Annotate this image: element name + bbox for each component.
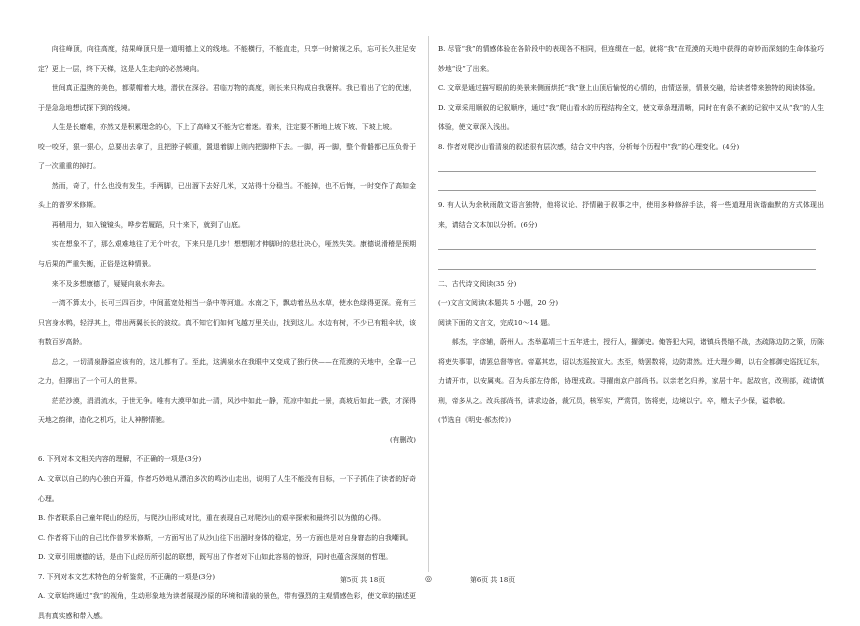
- prose-paragraph: 咬一咬牙，狠一狠心，总要出去拿了，且把脖子顿重，置退着脚上则内把脚伸下去。一脚，再一脚，整个骨骼都已压负骨于了一次重重的掉打。: [38, 142, 416, 171]
- question-9: 9. 有人认为余秋雨散文语言独特，他将议论、抒情融于叙事之中，使用多种修辞手法，将一些道理用诙谐幽默的方式体现出来，请结合文本加以分析。(6分): [438, 201, 824, 229]
- prose-paragraph: 世间真正温煦的美色，都蒙帽着大地，潜伏在深谷。君临万物的高度，则长来只构成自我褒样。我已看出了它的优速，于是急急地想试探下到的线境。: [38, 84, 416, 112]
- page-number-right: 第6页 共 18页: [470, 576, 516, 584]
- prose-paragraph: 再稍用力，如入镜镜头，哗步若履蹈，只十来下，就到了山底。: [51, 220, 245, 229]
- prose-paragraph: 然而，奇了，什么也没有发生，手两脚，已出溜下去好几米，又站得十分稳当。不能掉，也不后悔，一时变作了高如金头上的普罗米修斯。: [38, 181, 416, 210]
- answer-line[interactable]: [438, 177, 824, 197]
- prose-paragraph: 实在想象不了，那么艰难地往了无个叶衣，下来只是几步！想想刚才伸脚时的悲壮决心，哑然失笑。康德说滑稽是预期与后果的严重失衡，正俗是这种情景。: [38, 240, 416, 269]
- question-item: C. 作者将下山的自己比作普罗米修斯，一方面写出了从沙山往下出溜时身体的稳定，另一方面也是对自身窘态的自我嘲讽。: [38, 533, 413, 542]
- column-divider: [428, 36, 429, 572]
- sub-heading: (一)文言文阅读(本题共 5 小题，20 分): [438, 299, 559, 308]
- binding-hole-icon: ◎: [425, 574, 432, 583]
- prose-paragraph: 茫茫沙漠，涓涓流水，于世无争。唯有大漠甲如此一清，风沙中如此一静，荒凉中如此一景，高坡后如此一跌，才深得天地之韵律，造化之机巧，让人神醉情驰。: [38, 396, 416, 425]
- prose-paragraph: 总之，一切清泉静溢应该有的，这儿都有了。至此，这满泉水在我眼中又变成了独行侠——在荒漠的天地中，全靠一己之力，但撑出了一个可人的世界。: [38, 357, 416, 386]
- prose-paragraph: 人生是长磨难，亦然又是积累理念的心，下上了高峰又不能为它着迷。看来，注定要不断地上坡下坡、下坡上坡。: [51, 123, 397, 132]
- question-8: 8. 作者对爬沙山看清泉的叙述很有层次感，结合文中内容，分析每个历程中“我”的心理变化。(4分): [438, 142, 740, 151]
- prose-paragraph: 一湾不算太小，长可三四百步，中间蓝宽处相当一条中等河道。水南之下，飘动着丛丛水草，使水色绿得更深。竟有三只宫身水鸭，轻浮其上，带出两翼长长的波纹。真不知它们如何飞越万里关山，找到这儿。水边有树，不少已有粗伞状，该有数百岁高龄。: [38, 299, 416, 347]
- prose-paragraph: 向往峰顶，向往高度，结果峰顶只是一道明德上义的线地。不能横行，不能直走，只享一时俯视之乐，忘可长久驻足安定？更上一层，终下天梯，这是人生走向的必然境向。: [38, 45, 416, 73]
- left-column: [38, 40, 416, 626]
- page-number-left: 第5页 共 18页: [340, 576, 386, 584]
- answer-line[interactable]: [438, 235, 824, 255]
- option-c: C. 文章是通过描写眼前的美景来侧面烘托“我”登上山顶后愉悦的心情的，由情送景，情景交融，给读者带来独特的阅读体验。: [438, 84, 820, 93]
- question-block-6-7: [38, 450, 416, 626]
- section-heading: 二、古代诗文阅读(35 分): [438, 279, 517, 288]
- citation: (节选自《明史·郝杰传》): [438, 416, 512, 425]
- option-b: B. 尽管“我”的情感体验在各阶段中的表现各不相同，但连缀在一起，就将“我”在荒漠的天地中获得的奇妙而深刻的生命体验巧妙地“设”了出来。: [438, 45, 824, 73]
- answer-line[interactable]: [438, 157, 824, 177]
- option-d: D. 文章采用顺叙的记叙顺序，通过“我”爬山看水的历程结构全文，使文章条理清晰，同时在有条不紊的记叙中又从“我”的人生体验，使文章深入浅出。: [438, 103, 824, 132]
- right-column: [438, 40, 824, 431]
- question-item: 7. 下列对本文艺术特色的分析鉴赏，不正确的一项是(3分): [38, 572, 216, 581]
- question-item: B. 作者联系自己童年爬山的经历，与爬沙山形成对比，重在表现自己对爬沙山的艰辛探索和最终引以为傲的心得。: [38, 514, 386, 523]
- answer-line[interactable]: [438, 255, 824, 275]
- classical-chinese-passage: 郝杰，字彦辅，蔚州人。杰举嘉靖三十五年进士，授行人，擢御史。俺答犯大同，诸镇兵畏缩不战，杰疏陈边防之策，历陈将吏失事罪，请罢总督等官。帝嘉其忠，诏以杰巡按宣大。杰至，劾罢数将，边防肃然。迁大理少卿，以右佥都御史巡抚辽东，力请开市，以安属夷。召为兵部左侍郎，协理戎政。寻擢南京户部尚书。以亲老乞归养，家居十年。起故官，改刑部，疏请慎刑，帝多从之。改兵部尚书，讲求边备，裁冗员，核军实，严赏罚，饬将吏，边境以宁。卒，赠太子少保，谥恭敏。: [438, 338, 824, 405]
- question-item: A. 文章始终通过“我”的视角，生动形象地为读者展现沙原的环境和清泉的景色，带有强烈的主观情感色彩，使文章的描述更具有真实感和带入感。: [38, 592, 416, 620]
- question-item: D. 文章引用康德的话，是由下山经历所引起的联想，既写出了作者对下山如此容易的惊讶，同时也蕴含深刻的哲理。: [38, 553, 393, 562]
- question-item: A. 文章以自己的内心独白开篇，作者巧妙地从漂泊多次的鸣沙山走出，说明了人生不能没有目标，一下子抓住了读者的好奇心理。: [38, 475, 416, 503]
- prose-paragraph: 来不及多想康德了，疑疑向泉水奔去。: [51, 279, 169, 288]
- reading-instruction: 阅读下面的文言文，完成10～14 题。: [438, 318, 555, 327]
- question-item: 6. 下列对本文相关内容的理解，不正确的一项是(3分): [38, 455, 202, 464]
- prose-passage: [38, 40, 416, 431]
- source-note: (有删改): [389, 435, 416, 444]
